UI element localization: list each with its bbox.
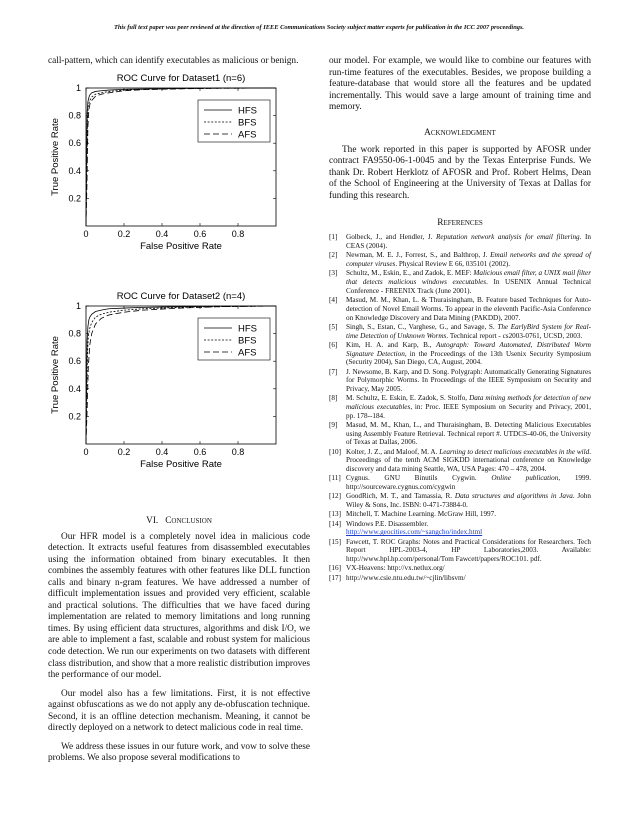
reference-item: [8] M. Schultz, E. Eskin, E. Zadok, S. Stolfo, Data mining methods for detection of new malicious executables, in: Proc. IEEE Symposium on Security and Privacy, 2001, pp. 178--184. xyxy=(329,394,591,420)
references-list xyxy=(329,233,591,582)
x-axis-label: False Positive Rate xyxy=(140,240,222,252)
y-tick-label: 1 xyxy=(75,300,81,311)
x-axis-label: False Positive Rate xyxy=(140,458,222,470)
reference-item: [4] Masud, M. M., Khan, L. & Thuraisingham, B. Feature based Techniques for Auto-detection of Novel Email Worms. To appear in the eleventh Pacific-Asia Conference on Knowledge Discovery and Data Mining (PAKDD), 2007. xyxy=(329,296,591,322)
conclusion-heading-num: VI. xyxy=(146,515,159,526)
reference-item: [9] Masud, M. M., Khan, L., and Thuraisingham, B. Detecting Malicious Executables using Assembly Feature Retrieval. Technical report #. UTDCS-40-06, the University of Texas at Dallas, 2006. xyxy=(329,420,591,447)
y-tick-label: 0.6 xyxy=(68,355,81,366)
reference-item: [2] Newman, M. E. J., Forrest, S., and Balthrop, J. Email networks and the spread of computer viruses. Physical Review E 66, 035101 (2002). xyxy=(329,251,591,269)
conclusion-paragraph-1: Our HFR model is a completely novel idea in malicious code detection. It extracts useful features from disassembled executables using the information obtained from binary executables. It then combines the assembly features with other features like DLL function calls and binary n-gram features. We have addressed a number of difficult implementation issues and provided very efficient, scalable and practical solutions. The difficulties that we have faced during implementation are related to memory limitations and long running times. By using efficient data structures, algorithms and disk I/O, we are able to implement a fast, scalable and robust system for malicious code detection. We run our experiments on two datasets with different class distribution, and show that a more realistic distribution improves the performance of our model. xyxy=(48,531,310,681)
x-tick-label: 0.2 xyxy=(117,446,131,457)
y-axis-label: True Positive Rate xyxy=(50,335,61,414)
legend-label-afs: AFS xyxy=(238,129,257,141)
y-axis-label: True Positive Rate xyxy=(50,117,61,196)
x-tick-label: 0.2 xyxy=(117,228,131,239)
roc-chart-dataset1 xyxy=(48,68,310,286)
legend-label-hfs: HFS xyxy=(238,323,257,335)
y-tick-label: 1 xyxy=(75,82,81,93)
x-tick-label: 0.6 xyxy=(193,228,207,239)
references-heading: References xyxy=(437,218,483,229)
intro-paragraph: call-pattern, which can identify executables as malicious or benign. xyxy=(48,56,299,66)
page-header: This full text paper was peer reviewed at the direction of IEEE Communications Society subject matter experts for publication in the ICC 2007 proceedings. xyxy=(113,24,525,31)
reference-item: [13] Mitchell, T. Machine Learning. McGraw Hill, 1997. xyxy=(329,510,497,519)
roc-chart-dataset2 xyxy=(48,286,310,506)
y-tick-label: 0.6 xyxy=(68,137,81,148)
reference-link[interactable]: http://www.geocities.com/~sangcho/index.html xyxy=(346,528,483,537)
legend-label-bfs: BFS xyxy=(238,335,257,347)
legend-label-bfs: BFS xyxy=(238,117,257,129)
x-tick-label: 0.4 xyxy=(155,446,169,457)
legend-label-hfs: HFS xyxy=(238,105,257,117)
future-work-paragraph: our model. For example, we would like to combine our features with run-time features of the executables. Besides, we propose building a feature-database that would store all the features and be updated incrementally. This would save a large amount of training time and memory. xyxy=(329,56,591,113)
x-tick-label: 0.6 xyxy=(193,446,207,457)
y-tick-label: 0.8 xyxy=(68,110,81,121)
y-tick-label: 0.8 xyxy=(68,328,81,339)
x-tick-label: 0.8 xyxy=(231,446,245,457)
acknowledgment-paragraph: The work reported in this paper is supported by AFOSR under contract FA9550-06-1-0045 and by the Texas Enterprise Funds. We thank Dr. Robert Herklotz of AFOSR and Prof. Robert Helms, Dean of the School of Engineering at the University of Texas at Dallas for funding this research. xyxy=(329,144,591,201)
conclusion-paragraph-3: We address these issues in our future work, and vow to solve these problems. We also propose several modifications to xyxy=(48,741,310,764)
conclusion-paragraph-2: Our model also has a few limitations. First, it is not effective against obfuscations as we do not apply any de-obfuscation technique. Second, it is an offline detection mechanism. Meaning, it cannot be directly deployed on a network to detect malicious code in real time. xyxy=(48,688,310,734)
reference-item: [16] VX-Heavens: http://vx.netlux.org/ xyxy=(329,564,445,573)
legend-box xyxy=(198,100,270,142)
x-tick-label: 0.4 xyxy=(155,228,169,239)
reference-item: [17] http://www.csie.ntu.edu.tw/~cjlin/libsvm/ xyxy=(329,573,466,582)
reference-item: [7] J. Newsome, B. Karp, and D. Song. Polygraph: Automatically Generating Signatures for Polymorphic Worms. In Proceedings of the IEEE Symposium on Security and Privacy, May 2005. xyxy=(329,367,591,393)
reference-item: [6] Kim, H. A. and Karp, B., Autograph: Toward Automated, Distributed Worm Signature Detection, in the Proceedings of the 13th Usenix Security Symposium (Security 2004), San Diego, CA, August, 2004. xyxy=(329,340,591,367)
acknowledgment-heading: Acknowledgment xyxy=(424,127,496,138)
chart-title: ROC Curve for Dataset1 (n=6) xyxy=(116,72,246,84)
legend-label-afs: AFS xyxy=(238,347,257,359)
reference-item: [10] Kolter, J. Z., and Maloof, M. A. Learning to detect malicious executables in the wild. Proceedings of the tenth ACM SIGKDD international conference on Knowledge discovery and data mining Seattle, WA, USA Pages: 470 – 478, 2004. xyxy=(329,447,591,474)
right-column xyxy=(329,56,591,583)
x-tick-label: 0 xyxy=(83,228,89,239)
x-tick-label: 0 xyxy=(83,446,89,457)
legend-box xyxy=(198,318,270,360)
left-column xyxy=(48,56,310,765)
y-tick-label: 0.2 xyxy=(68,410,81,421)
reference-item: [1] Golbeck, J., and Hendler, J. Reputation network analysis for email filtering. In CEAS (2004). xyxy=(329,233,591,251)
reference-item: [12] GoodRich, M. T., and Tamassia, R. Data structures and algorithms in Java. John Wiley & Sons, Inc. ISBN: 0-471-73884-0. xyxy=(329,492,591,510)
conclusion-heading-title: Conclusion xyxy=(165,515,212,526)
reference-item: [3] Schultz, M., Eskin, E., and Zadok, E. MEF: Malicious email filter, a UNIX mail filter that detects malicious windows executables. In USENIX Annual Technical Conference - FREENIX Track (June 2001). xyxy=(329,269,591,295)
reference-item: [11] Cygnus. GNU Binutils Cygwin. Online publication, 1999. http://sourceware.cygnus.com/cygwin xyxy=(329,474,591,492)
conclusion-heading xyxy=(48,516,310,527)
reference-item: [5] Singh, S., Estan, C., Varghese, G., and Savage, S. The EarlyBird System for Real-time Detection of Unknown Worms. Technical report - cs2003-0761, UCSD, 2003. xyxy=(329,322,591,340)
chart-title: ROC Curve for Dataset2 (n=4) xyxy=(116,290,246,302)
x-tick-label: 0.8 xyxy=(231,228,245,239)
reference-item: [15] Fawcett, T. ROC Graphs: Notes and Practical Considerations for Researchers. Tech Report HPL-2003-4, HP Laboratories,2003. Available: http://www.hpl.hp.com/personal/Tom Fawcett/papers/ROC101. pdf. xyxy=(329,537,591,564)
reference-item: [14] Windows P.E. Disassembler. http://www.geocities.com/~sangcho/index.html xyxy=(329,519,483,537)
y-tick-label: 0.4 xyxy=(68,165,81,176)
y-tick-label: 0.4 xyxy=(68,383,81,394)
y-tick-label: 0.2 xyxy=(68,192,81,203)
